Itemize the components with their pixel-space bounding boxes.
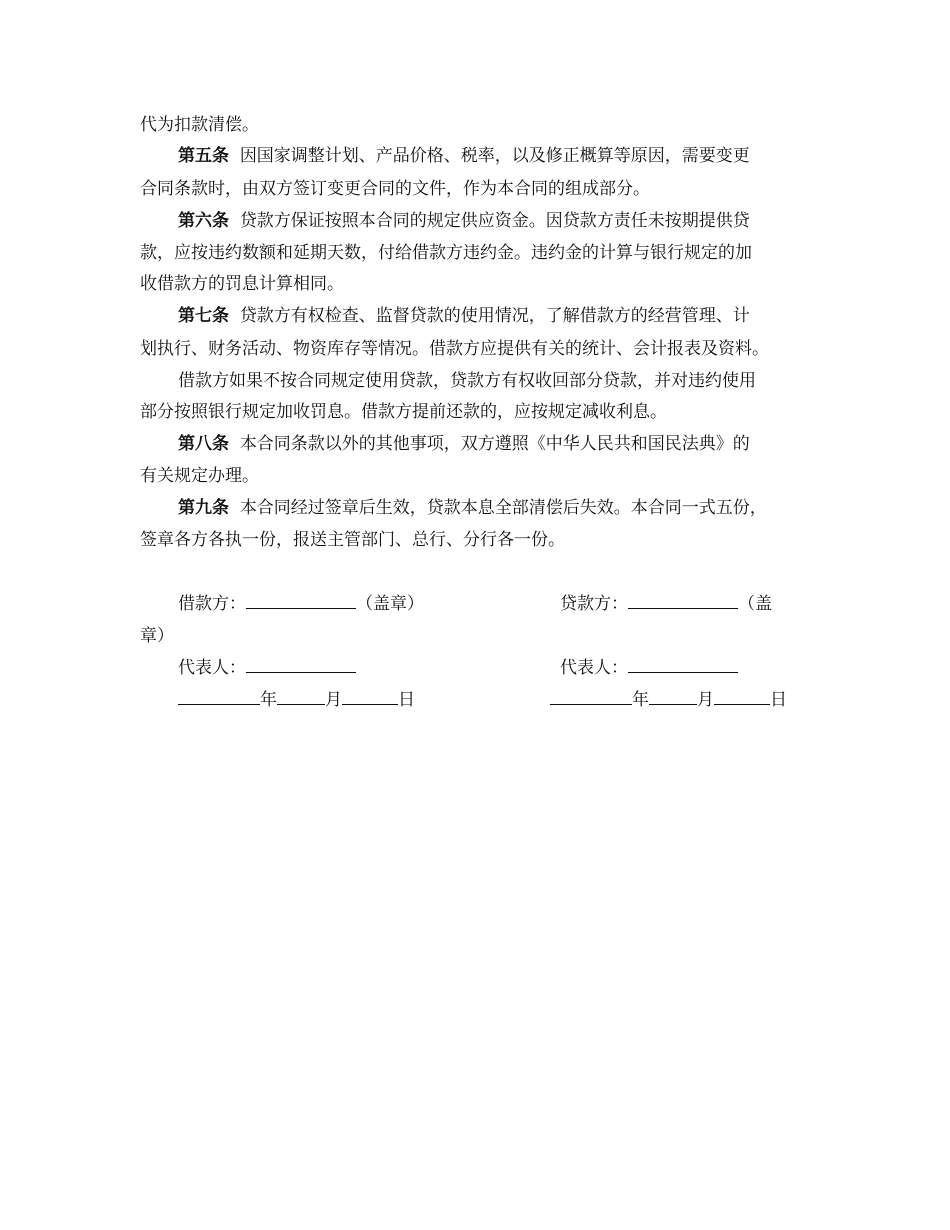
borrower-day-label: 日: [398, 690, 415, 710]
borrower-year-label: 年: [260, 690, 277, 710]
borrower-representative-line: [178, 657, 356, 679]
borrower-rep-label: 代表人：: [178, 658, 246, 678]
lender-label: 贷款方：: [560, 594, 628, 614]
clause-7-line-1: [178, 305, 820, 327]
lender-year-label: 年: [632, 690, 649, 710]
clause-6-label: 第六条: [178, 211, 229, 231]
clause-5-text-1: 因国家调整计划、产品价格、税率，以及修正概算等原因，需要变更: [239, 146, 750, 166]
clause-9-label: 第九条: [178, 498, 229, 518]
lender-seal-note-2: 章）: [140, 626, 174, 646]
lender-signature-line: [560, 593, 772, 615]
borrower-seal-note: （盖章）: [356, 594, 424, 614]
lender-year-blank[interactable]: [550, 689, 632, 705]
borrower-signature-line: [178, 593, 424, 615]
lender-seal-note-1: （盖: [738, 594, 772, 614]
clause-7-label: 第七条: [178, 306, 229, 326]
clause-6-line-1: [178, 210, 820, 232]
borrower-day-blank[interactable]: [342, 689, 398, 705]
borrower-name-blank[interactable]: [246, 593, 356, 609]
lender-day-label: 日: [770, 690, 787, 710]
lender-date-line: [550, 689, 787, 711]
clause-7-line-2: 划执行、财务活动、物资库存等情况。借款方应提供有关的统计、会计报表及资料。: [140, 339, 769, 359]
clause-8-label: 第八条: [178, 434, 229, 454]
clause-8-text-1: 本合同条款以外的其他事项，双方遵照《中华人民共和国民法典》的: [239, 434, 750, 454]
clause-5-line-1: [178, 145, 820, 167]
clause-8-line-1: [178, 433, 820, 455]
borrower-month-label: 月: [325, 690, 342, 710]
lender-month-label: 月: [697, 690, 714, 710]
clause-6-line-3: 收借款方的罚息计算相同。: [140, 274, 344, 294]
clause-continuation: 代为扣款清偿。: [140, 115, 259, 135]
clause-7-text-1: 贷款方有权检查、监督贷款的使用情况，了解借款方的经营管理、计: [239, 306, 750, 326]
clause-7b-line-2: 部分按照银行规定加收罚息。借款方提前还款的，应按规定减收利息。: [140, 402, 667, 422]
clause-9-line-1: [178, 497, 820, 519]
lender-month-blank[interactable]: [649, 689, 697, 705]
lender-rep-label: 代表人：: [560, 658, 628, 678]
clause-6-text-1: 贷款方保证按照本合同的规定供应资金。因贷款方责任未按期提供贷: [239, 211, 750, 231]
clause-5-line-2: 合同条款时，由双方签订变更合同的文件，作为本合同的组成部分。: [140, 179, 650, 199]
clause-7b-line-1: 借款方如果不按合同规定使用贷款，贷款方有权收回部分贷款，并对违约使用: [178, 371, 756, 391]
lender-rep-blank[interactable]: [628, 657, 738, 673]
borrower-date-line: [178, 689, 415, 711]
lender-representative-line: [560, 657, 738, 679]
clause-8-line-2: 有关规定办理。: [140, 466, 259, 486]
borrower-year-blank[interactable]: [178, 689, 260, 705]
clause-9-line-2: 签章各方各执一份，报送主管部门、总行、分行各一份。: [140, 530, 565, 550]
clause-6-line-2: 款，应按违约数额和延期天数，付给借款方违约金。违约金的计算与银行规定的加: [140, 243, 752, 263]
borrower-rep-blank[interactable]: [246, 657, 356, 673]
clause-9-text-1: 本合同经过签章后生效，贷款本息全部清偿后失效。本合同一式五份，: [239, 498, 767, 518]
lender-name-blank[interactable]: [628, 593, 738, 609]
borrower-month-blank[interactable]: [277, 689, 325, 705]
clause-5-label: 第五条: [178, 146, 229, 166]
lender-day-blank[interactable]: [714, 689, 770, 705]
borrower-label: 借款方：: [178, 594, 246, 614]
